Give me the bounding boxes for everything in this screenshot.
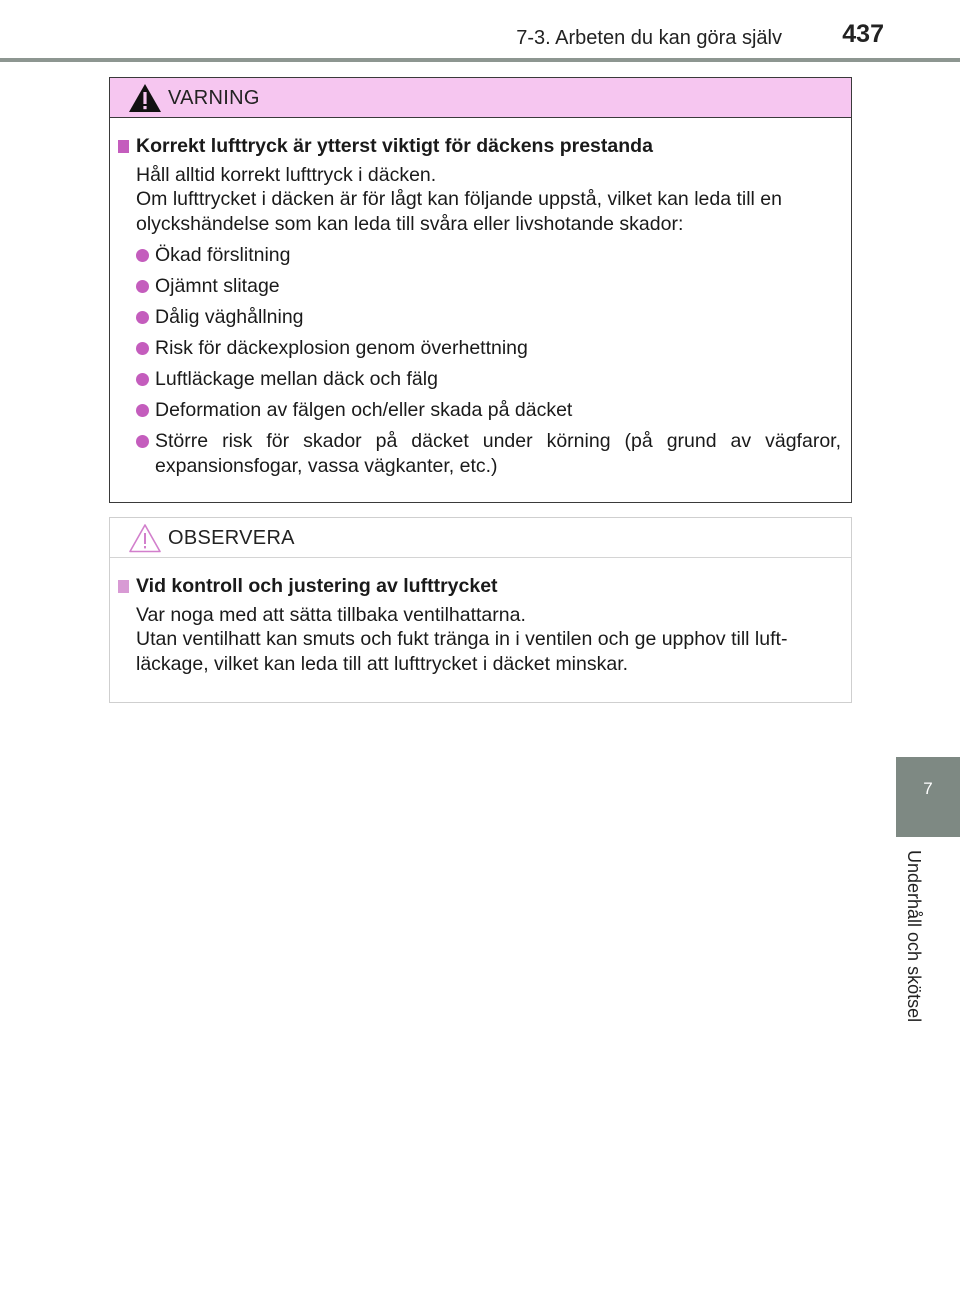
warning-subtitle-text: Korrekt lufttryck är ytterst viktigt för däckens prestanda (136, 135, 653, 157)
notice-header (110, 518, 851, 558)
bullet-dot-icon (136, 249, 149, 262)
warning-triangle-icon (128, 83, 162, 113)
bullet-dot-icon (136, 373, 149, 386)
warning-header (110, 78, 851, 118)
warning-heading: VARNING (168, 87, 260, 109)
chapter-tab (896, 757, 960, 837)
warning-subtitle (118, 134, 841, 159)
list-item: Ojämnt slitage (136, 274, 841, 299)
section-title: 7-3. Arbeten du kan göra själv (516, 27, 782, 49)
chapter-number: 7 (923, 779, 933, 798)
list-item: Ökad förslitning (136, 243, 841, 268)
notice-subtitle-text: Vid kontroll och justering av lufttrycket (136, 575, 498, 597)
notice-paragraphs (118, 603, 841, 677)
page-header (0, 0, 960, 64)
bullet-dot-icon (136, 280, 149, 293)
warning-paragraphs (118, 163, 841, 237)
list-item: Dålig väghållning (136, 305, 841, 330)
list-item: Större risk för skador på däcket under körning (på grund av vägfaror, expansionsfogar, vassa vägkanter, etc.) (136, 429, 841, 478)
header-rule (0, 58, 960, 62)
square-bullet-icon (118, 140, 129, 153)
warning-body (110, 118, 851, 478)
chapter-label: Underhåll och skötsel (904, 850, 924, 1023)
page-number: 437 (842, 20, 884, 48)
square-bullet-icon (118, 580, 129, 593)
notice-paragraph: Utan ventilhatt kan smuts och fukt tränga in i ventilen och ge upphov till luft-läckage, vilket kan leda till att lufttrycket i däcket minskar. (136, 628, 788, 675)
warning-paragraph: Håll alltid korrekt lufttryck i däcken. (136, 163, 437, 186)
warning-paragraph: Om lufttrycket i däcken är för lågt kan följande uppstå, vilket kan leda till en olyckshändelse som kan leda till svåra eller livshotande skador: (136, 188, 782, 235)
warning-box (109, 77, 852, 503)
list-item: Risk för däckexplosion genom överhettning (136, 336, 841, 361)
notice-box (109, 517, 852, 703)
bullet-dot-icon (136, 342, 149, 355)
notice-subtitle (118, 574, 841, 599)
warning-bullet-list (118, 243, 841, 478)
bullet-dot-icon (136, 404, 149, 417)
list-item: Deformation av fälgen och/eller skada på däcket (136, 398, 841, 423)
notice-heading: OBSERVERA (168, 527, 295, 549)
notice-paragraph: Var noga med att sätta tillbaka ventilhattarna. (136, 603, 526, 626)
caution-triangle-icon (128, 523, 162, 553)
bullet-dot-icon (136, 435, 149, 448)
bullet-dot-icon (136, 311, 149, 324)
notice-body (110, 558, 851, 676)
list-item: Luftläckage mellan däck och fälg (136, 367, 841, 392)
